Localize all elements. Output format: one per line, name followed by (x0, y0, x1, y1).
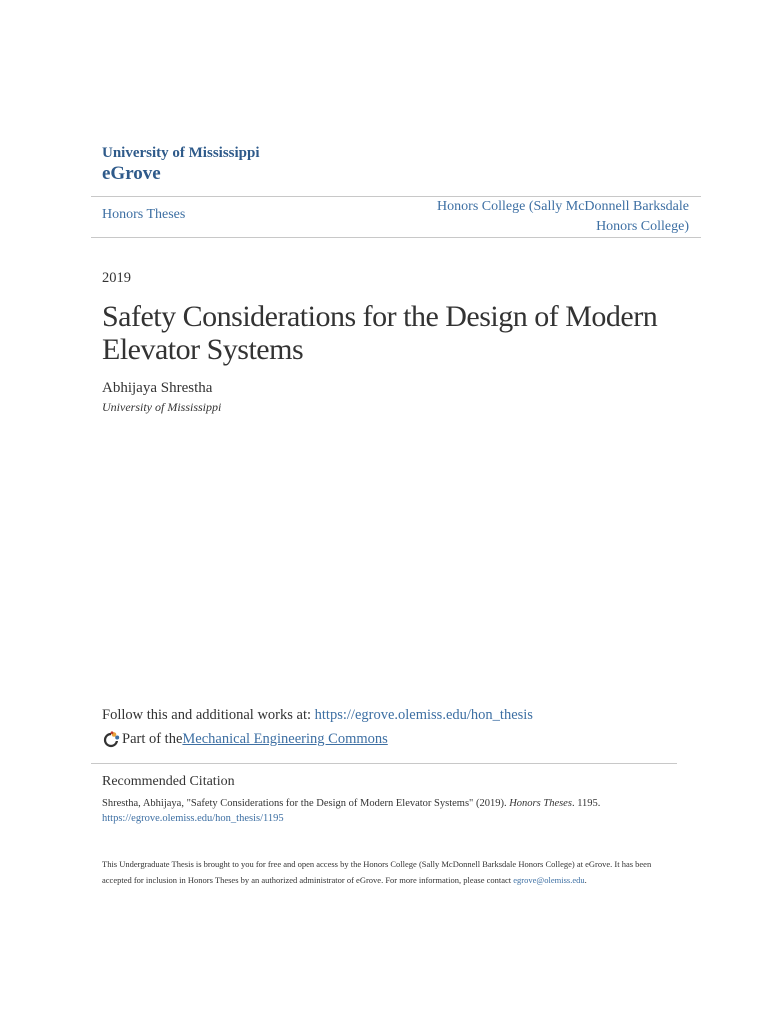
follow-url-link[interactable]: https://egrove.olemiss.edu/hon_thesis (314, 707, 533, 723)
notice-end: . (584, 875, 587, 885)
author-affiliation: University of Mississippi (102, 400, 222, 414)
citation-text-prefix: Shrestha, Abhijaya, "Safety Considerations for the Design of Modern Elevator Systems" (2019). (102, 798, 510, 809)
citation-url-link[interactable]: https://egrove.olemiss.edu/hon_thesis/1195 (102, 813, 284, 824)
institution-name[interactable]: University of Mississippi (102, 145, 260, 161)
citation-block (102, 796, 702, 826)
follow-line (102, 707, 533, 724)
part-of-line (102, 730, 388, 748)
publication-year: 2019 (102, 270, 131, 286)
paper-title: Safety Considerations for the Design of Modern Elevator Systems (102, 300, 658, 366)
college-link-line2[interactable]: Honors College) (596, 219, 689, 234)
citation-text-suffix: . 1195. (571, 798, 601, 809)
citation-heading: Recommended Citation (102, 774, 235, 789)
citation-series: Honors Theses (509, 798, 572, 809)
college-link-line1[interactable]: Honors College (Sally McDonnell Barksdale (437, 199, 689, 214)
honors-college-link[interactable] (389, 197, 689, 237)
part-of-label: Part of the (122, 730, 183, 747)
citation-divider (91, 763, 677, 764)
author-name: Abhijaya Shrestha (102, 380, 213, 396)
honors-theses-link[interactable]: Honors Theses (102, 207, 186, 222)
header-bottom-divider (91, 237, 701, 238)
notice-text: This Undergraduate Thesis is brought to you for free and open access by the Honors College (Sally McDonnell Barksdale Honors College) at eGrove. It has been accepted for inclusion in Honors Theses by an authorized administrator of eGrove. For more information, please contact (102, 859, 652, 885)
repository-name[interactable]: eGrove (102, 163, 161, 184)
commons-network-icon (102, 730, 120, 748)
mechanical-engineering-commons-link[interactable]: Mechanical Engineering Commons (182, 730, 388, 747)
follow-label: Follow this and additional works at: (102, 707, 315, 723)
access-notice (102, 856, 682, 888)
contact-email-link[interactable]: egrove@olemiss.edu (513, 875, 585, 885)
